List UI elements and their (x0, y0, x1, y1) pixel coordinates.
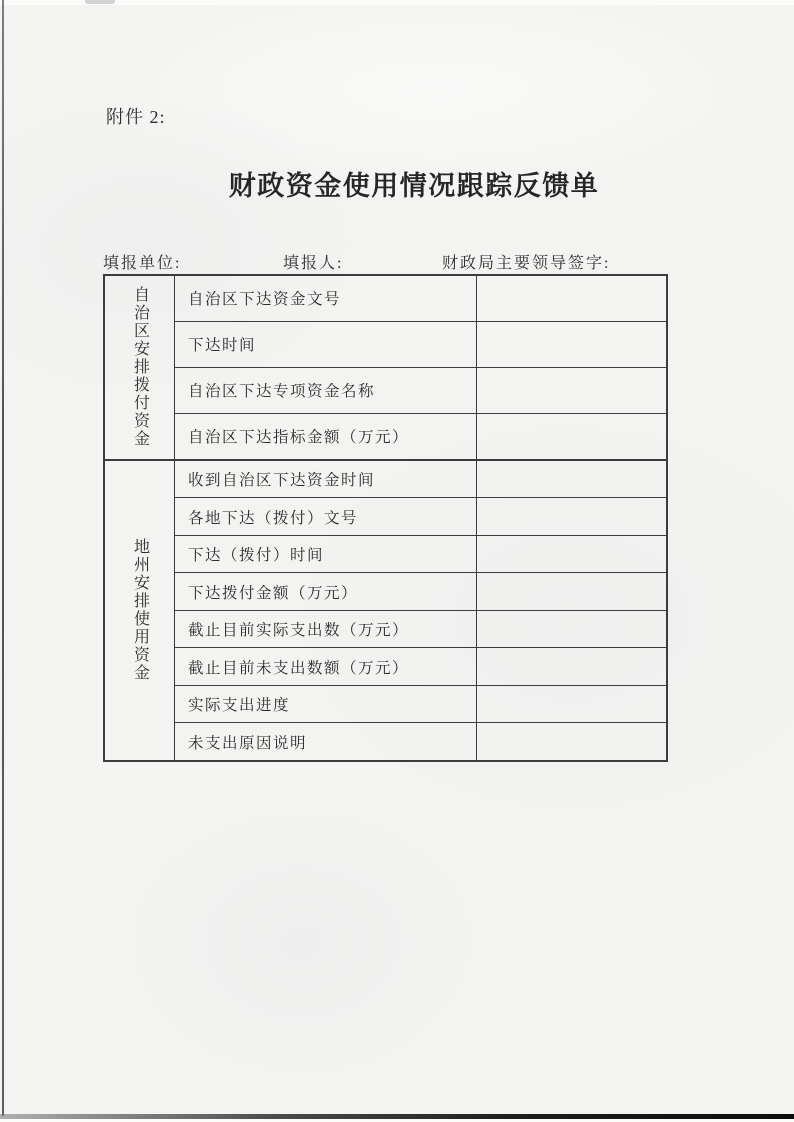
scan-artifact-smudge (85, 0, 115, 4)
table-row (175, 535, 666, 573)
row-value-cell (477, 611, 666, 648)
row-value-cell (477, 686, 666, 723)
feedback-form-table (103, 274, 668, 762)
table-row (175, 276, 666, 321)
section-prefecture-used-funds (105, 459, 666, 760)
section-group-label: 地州安排使用资金 (131, 538, 149, 683)
row-value-cell (477, 573, 666, 610)
row-value-cell (477, 536, 666, 573)
row-label: 自治区下达资金文号 (175, 276, 477, 321)
row-label: 自治区下达指标金额（万元） (175, 414, 477, 459)
row-label: 收到自治区下达资金时间 (175, 461, 477, 498)
row-value-cell (477, 368, 666, 413)
section-group-label: 自治区安排拨付资金 (131, 286, 149, 449)
row-label: 未支出原因说明 (175, 723, 477, 760)
section-regional-allocated-funds (105, 276, 666, 459)
table-row (175, 367, 666, 413)
row-value-cell (477, 461, 666, 498)
table-row (175, 647, 666, 685)
row-value-cell (477, 723, 666, 760)
row-label: 各地下达（拨付）文号 (175, 498, 477, 535)
table-row (175, 413, 666, 459)
attachment-label: 附件 2: (106, 107, 166, 127)
scan-left-edge (2, 0, 4, 1116)
row-value-cell (477, 498, 666, 535)
table-row (175, 572, 666, 610)
row-label: 下达时间 (175, 322, 477, 367)
section-group-header (105, 461, 175, 760)
reporting-unit-label: 填报单位: (103, 255, 182, 272)
table-row (175, 461, 666, 498)
row-label: 截止目前实际支出数（万元） (175, 611, 477, 648)
table-row (175, 685, 666, 723)
table-row (175, 321, 666, 367)
section-group-header (105, 276, 175, 459)
row-label: 下达（拨付）时间 (175, 536, 477, 573)
table-row (175, 610, 666, 648)
row-label: 下达拨付金额（万元） (175, 573, 477, 610)
scan-top-edge (0, 0, 794, 5)
reporter-label: 填报人: (283, 255, 344, 272)
finance-bureau-signature-label: 财政局主要领导签字: (442, 255, 611, 272)
row-value-cell (477, 276, 666, 321)
section-rows (175, 461, 666, 760)
table-row (175, 722, 666, 760)
row-value-cell (477, 648, 666, 685)
row-label: 实际支出进度 (175, 686, 477, 723)
section-rows (175, 276, 666, 459)
row-label: 截止目前未支出数额（万元） (175, 648, 477, 685)
table-row (175, 497, 666, 535)
row-label: 自治区下达专项资金名称 (175, 368, 477, 413)
page-title: 财政资金使用情况跟踪反馈单 (228, 171, 600, 201)
row-value-cell (477, 414, 666, 459)
row-value-cell (477, 322, 666, 367)
